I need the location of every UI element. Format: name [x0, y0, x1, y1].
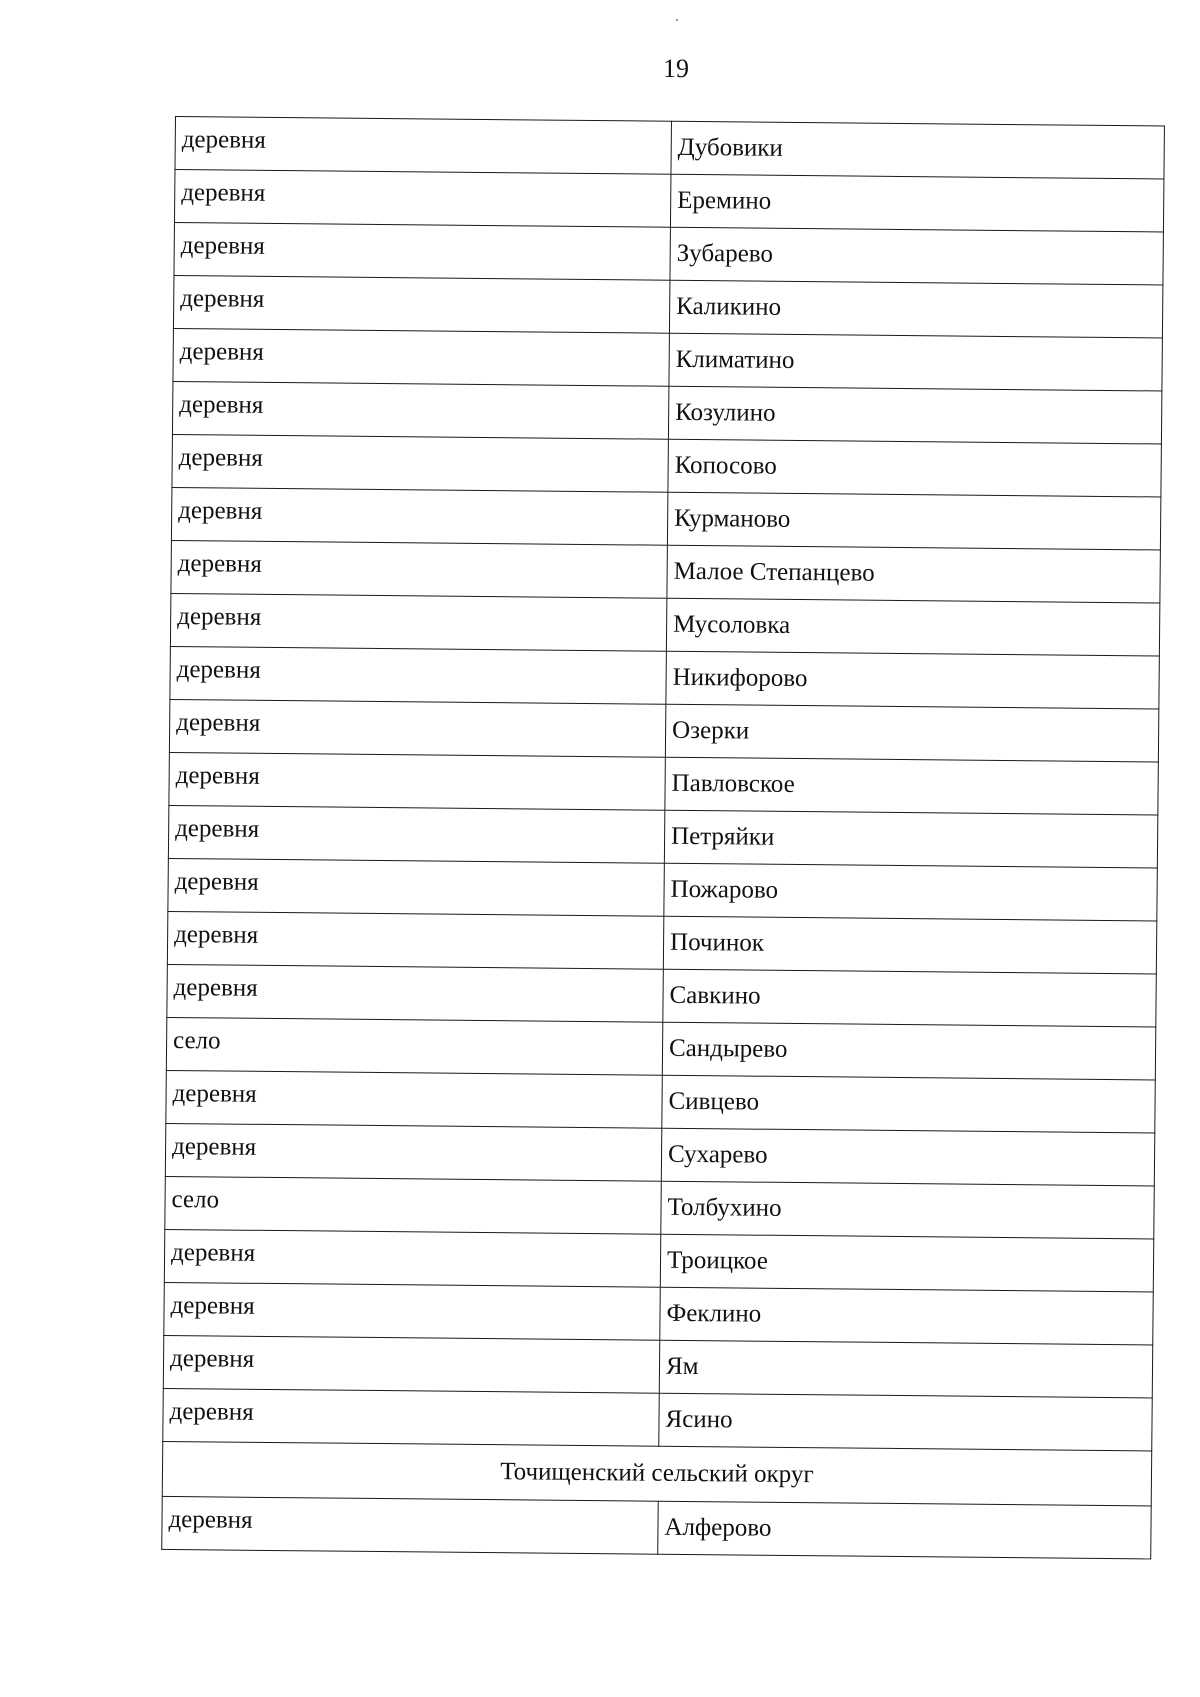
table-row: [174, 170, 1163, 232]
table-row: [174, 222, 1163, 284]
settlement-name-cell: Феклино: [660, 1287, 1153, 1345]
settlement-type-cell: деревня: [165, 1123, 661, 1181]
table-row: [172, 381, 1161, 443]
table-row: [173, 328, 1162, 390]
settlement-type-cell: деревня: [172, 381, 668, 439]
settlement-name-cell: Еремино: [670, 174, 1163, 232]
settlement-type-cell: деревня: [175, 117, 671, 175]
table-row: [165, 1176, 1154, 1238]
settlement-name-cell: Курманово: [667, 492, 1160, 550]
settlement-type-cell: деревня: [173, 275, 669, 333]
settlement-type-cell: деревня: [167, 964, 663, 1022]
settlement-type-cell: деревня: [163, 1388, 659, 1446]
settlement-name-cell: Мусоловка: [666, 598, 1159, 656]
settlement-name-cell: Троицкое: [660, 1234, 1153, 1292]
settlement-type-cell: деревня: [174, 222, 670, 280]
settlement-type-cell: деревня: [169, 699, 665, 757]
settlement-name-cell: Сухарево: [661, 1128, 1154, 1186]
table-row: [165, 1123, 1154, 1185]
table-row: [170, 646, 1159, 708]
settlement-name-cell: Починок: [663, 916, 1156, 974]
settlement-type-cell: деревня: [167, 911, 663, 969]
scan-speck: [676, 19, 678, 21]
settlements-table: [161, 116, 1165, 1559]
settlement-type-cell: деревня: [169, 752, 665, 810]
settlement-name-cell: Савкино: [663, 969, 1156, 1027]
settlement-type-cell: деревня: [170, 646, 666, 704]
table-row: [163, 1335, 1152, 1397]
section-title: Точищенский сельский округ: [162, 1441, 1151, 1505]
table-row: [164, 1282, 1153, 1344]
settlement-type-cell: село: [165, 1176, 661, 1234]
settlement-type-cell: деревня: [164, 1282, 660, 1340]
settlement-name-cell: Зубарево: [670, 227, 1163, 285]
table-row: [167, 911, 1156, 973]
page-number: 19: [663, 54, 689, 83]
table-row: [166, 1070, 1155, 1132]
settlement-name-cell: Сандырево: [662, 1022, 1155, 1080]
settlement-name-cell: Алферово: [658, 1501, 1151, 1559]
settlement-name-cell: Пожарово: [664, 863, 1157, 921]
settlement-name-cell: Озерки: [665, 704, 1158, 762]
table-row: [166, 1017, 1155, 1079]
settlement-name-cell: Климатино: [669, 333, 1162, 391]
section-header-row: [162, 1441, 1151, 1505]
table-row: [169, 699, 1158, 761]
settlement-name-cell: Дубовики: [671, 121, 1164, 179]
settlement-name-cell: Копосово: [668, 439, 1161, 497]
settlement-type-cell: деревня: [168, 805, 664, 863]
settlement-name-cell: Сивцево: [662, 1075, 1155, 1133]
settlement-type-cell: деревня: [171, 487, 667, 545]
settlement-name-cell: Никифорово: [666, 651, 1159, 709]
settlement-name-cell: Толбухино: [661, 1181, 1154, 1239]
table-row: [169, 752, 1158, 814]
table-row: [163, 1388, 1152, 1450]
settlement-type-cell: деревня: [162, 1496, 658, 1554]
table-row: [172, 434, 1161, 496]
settlement-name-cell: Каликино: [669, 280, 1162, 338]
settlement-type-cell: деревня: [166, 1070, 662, 1128]
settlement-name-cell: Павловское: [665, 757, 1158, 815]
settlement-type-cell: деревня: [174, 170, 670, 228]
table-row: [168, 805, 1157, 867]
table-row: [171, 540, 1160, 602]
settlement-type-cell: деревня: [168, 858, 664, 916]
table-row: [164, 1229, 1153, 1291]
settlement-type-cell: деревня: [172, 434, 668, 492]
settlement-type-cell: деревня: [171, 540, 667, 598]
table-row: [171, 487, 1160, 549]
settlement-name-cell: Козулино: [668, 386, 1161, 444]
table-row: [168, 858, 1157, 920]
settlement-type-cell: деревня: [173, 328, 669, 386]
table-row: [173, 275, 1162, 337]
settlement-name-cell: Петряйки: [664, 810, 1157, 868]
table-row: [175, 117, 1164, 179]
settlement-name-cell: Ясино: [659, 1393, 1152, 1451]
table-row: [167, 964, 1156, 1026]
settlement-type-cell: деревня: [163, 1335, 659, 1393]
settlement-name-cell: Малое Степанцево: [667, 545, 1160, 603]
table-row: [170, 593, 1159, 655]
table-row: [162, 1496, 1151, 1558]
settlements-table-body: [162, 117, 1165, 1559]
settlement-type-cell: село: [166, 1017, 662, 1075]
settlement-type-cell: деревня: [164, 1229, 660, 1287]
settlement-name-cell: Ям: [659, 1340, 1152, 1398]
settlement-type-cell: деревня: [170, 593, 666, 651]
